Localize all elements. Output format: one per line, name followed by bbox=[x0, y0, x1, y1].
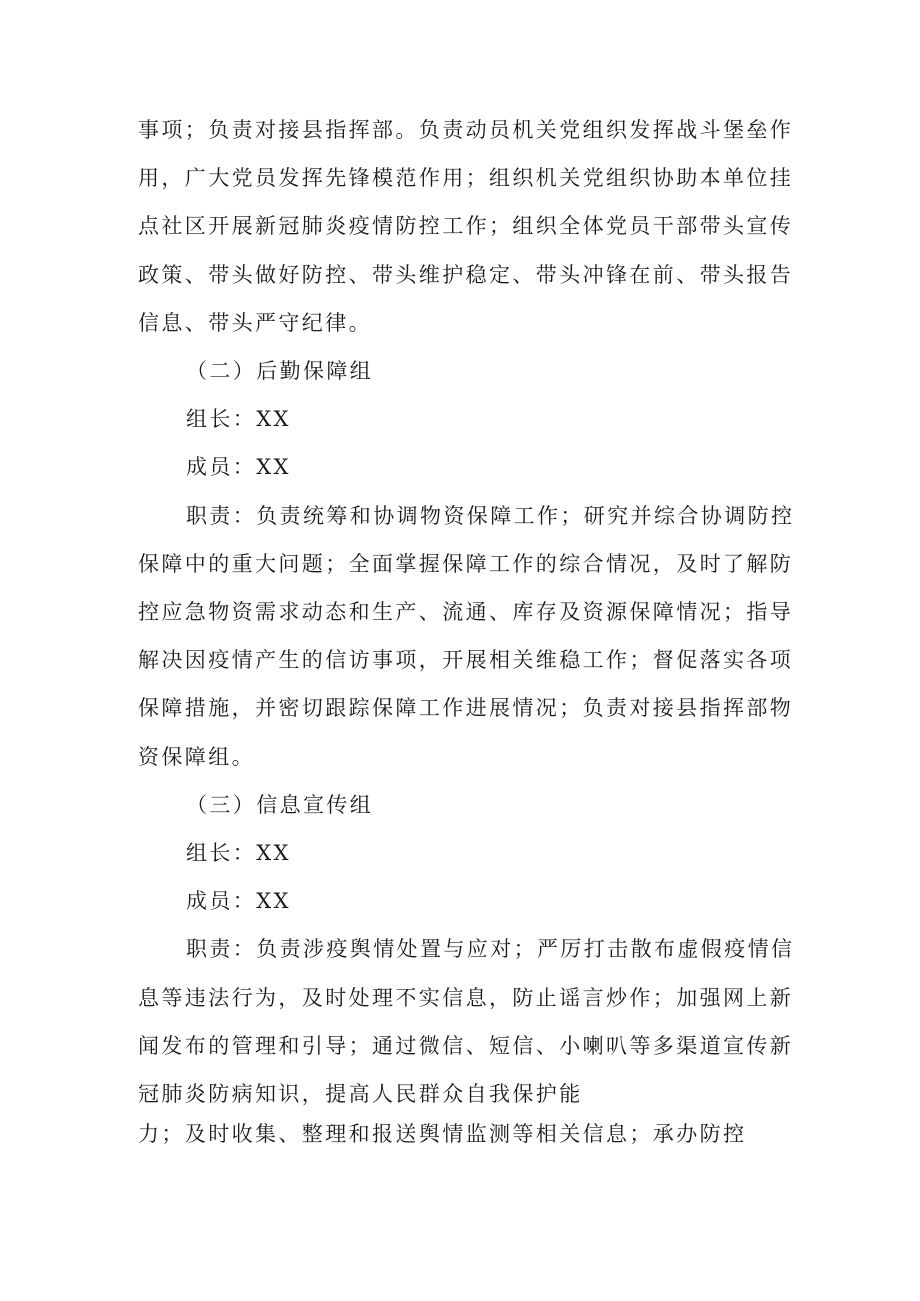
paragraph-publicity-duties bbox=[138, 925, 795, 1158]
group-members-publicity: 成员：XX bbox=[186, 889, 291, 914]
text-line: 事项；负责对接县指挥部。负责动员机关党组织发挥战斗堡垒作 bbox=[138, 118, 794, 142]
text-line: 职责：负责统筹和协调物资保障工作；研究并综合协调防控 bbox=[186, 503, 795, 528]
paragraph-party-duties bbox=[138, 106, 794, 347]
text-line: 职责：负责涉疫舆情处置与应对；严厉打击散布虚假疫情信 bbox=[186, 937, 795, 962]
section-heading-logistics: （二）后勤保障组 bbox=[186, 359, 374, 384]
text-line: 闻发布的管理和引导；通过微信、短信、小喇叭等多渠道宣传新 bbox=[138, 1033, 794, 1058]
text-line: 政策、带头做好防控、带头维护稳定、带头冲锋在前、带头报告 bbox=[138, 262, 794, 287]
text-line: 息等违法行为，及时处理不实信息，防止谣言炒作；加强网上新 bbox=[138, 985, 794, 1010]
text-line: 力；及时收集、整理和报送舆情监测等相关信息；承办防控 bbox=[138, 1122, 747, 1147]
group-leader-publicity: 组长：XX bbox=[186, 841, 291, 866]
group-leader-logistics: 组长：XX bbox=[186, 407, 291, 432]
text-line: 资保障组。 bbox=[138, 744, 255, 769]
text-line: 控应急物资需求动态和生产、流通、库存及资源保障情况；指导 bbox=[138, 600, 794, 625]
text-line: 信息、带头严守纪律。 bbox=[138, 310, 372, 335]
text-line: 冠肺炎防病知识，提高人民群众自我保护能 bbox=[138, 1082, 583, 1107]
text-line: 保障措施，并密切跟踪保障工作进展情况；负责对接县指挥部物 bbox=[138, 696, 794, 721]
paragraph-logistics-duties bbox=[138, 492, 795, 781]
text-line: 保障中的重大问题；全面掌握保障工作的综合情况，及时了解防 bbox=[138, 551, 794, 576]
document-body bbox=[138, 106, 795, 1158]
text-line: 点社区开展新冠肺炎疫情防控工作；组织全体党员干部带头宣传 bbox=[138, 214, 794, 239]
group-members-logistics: 成员：XX bbox=[186, 455, 291, 480]
text-line: 解决因疫情产生的信访事项，开展相关维稳工作；督促落实各项 bbox=[138, 648, 794, 673]
section-heading-publicity: （三）信息宣传组 bbox=[186, 792, 374, 817]
text-line: 用，广大党员发挥先锋模范作用；组织机关党组织协助本单位挂 bbox=[138, 166, 794, 191]
